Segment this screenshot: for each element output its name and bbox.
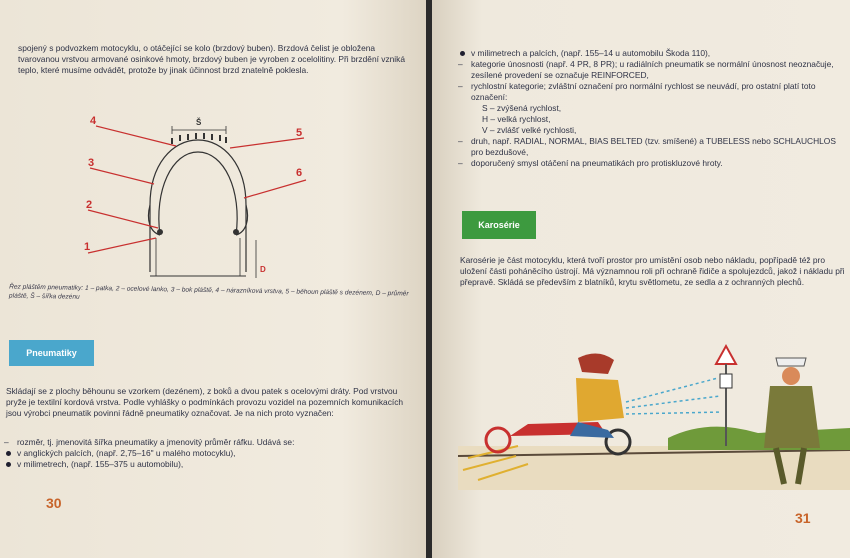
tire-marking-list <box>4 437 406 470</box>
diagram-label-diameter: D <box>260 265 266 274</box>
page-number-left: 30 <box>46 495 62 511</box>
list-subitem: S – zvýšená rychlost, <box>482 103 562 113</box>
list-item: v anglických palcích, (např. 2,75–16" u malého motocyklu), <box>4 448 406 459</box>
tire-cross-section-diagram <box>80 110 320 285</box>
motorcycle-police-illustration <box>458 338 850 490</box>
intro-paragraph: spojený s podvozkem motocyklu, o otáčející se kolo (brzdový buben). Brzdová čelist je obložena tvarovanou vrstvou armované osinkové hmoty, brzdový buben je vyroben z ocelolitiny. Při brzdění vzniká teplo, které musíme odvádět, protože by jinak účinnost brzd znatelně poklesla. <box>18 43 405 75</box>
diagram-label-4: 4 <box>90 115 97 127</box>
diagram-label-5: 5 <box>296 127 303 139</box>
diagram-caption: Řez pláštěm pneumatiky: 1 – patka, 2 – ocelové lanko, 3 – bok pláště, 4 – nárazníková vrstva, 5 – běhoun pláště s dezénem, D – průměr pláště, Š – šířka dezénu <box>8 283 409 301</box>
diagram-label-1: 1 <box>84 241 91 253</box>
list-item: – druh, např. RADIAL, NORMAL, BIAS BELTED (tzv. smíšené) a TUBELESS nebo SCHLAUCHLOS pro bezdušové, <box>458 136 850 158</box>
diagram-label-3: 3 <box>88 157 95 169</box>
list-subitem: H – velká rychlost, <box>482 114 551 124</box>
list-subitem: V – zvlášť velké rychlosti, <box>482 125 577 135</box>
diagram-label-width: Š <box>196 118 202 127</box>
diagram-label-2: 2 <box>86 199 93 211</box>
section-heading-pneumatiky: Pneumatiky <box>9 340 94 366</box>
list-item: v milimetrech, (např. 155–375 u automobilu), <box>4 459 406 470</box>
diagram-label-6: 6 <box>296 167 303 179</box>
section-heading-karoserie: Karosérie <box>462 211 536 239</box>
list-item: – doporučený smysl otáčení na pneumatikách pro protiskluzové hroty. <box>458 158 850 169</box>
list-item: v milimetrech a palcích, (např. 155–14 u automobilu Škoda 110), <box>458 48 850 59</box>
list-item: – rozměr, tj. jmenovitá šířka pneumatiky a jmenovitý průměr ráfku. Udává se: <box>4 437 406 448</box>
tire-marking-list-continued <box>458 48 850 169</box>
list-item: – kategorie únosnosti (např. 4 PR, 8 PR); u radiálních pneumatik se normální únosnost neoznačuje, zesílené provedení se označuje REINFORCED, <box>458 59 850 81</box>
list-item: – rychlostní kategorie; zvláštní označení pro normální rychlost se neuvádí, pro ostatní platí toto označení: <box>458 81 850 103</box>
page-number-right: 31 <box>795 510 811 526</box>
tires-paragraph: Skládají se z plochy běhounu se vzorkem (dezénem), z boků a dvou patek s ocelovými dráty. Pod vrstvou pryže je textilní kordová vrstva. Podle vyhlášky o podmínkách provozu vozidel na pozemních komunikacích jsou výrobci pneumatik povinni řádně pneumatiky označovat. Je na nich proto vyznačen: <box>6 386 404 418</box>
body-paragraph: Karosérie je část motocyklu, která tvoří prostor pro umístění osob nebo nákladu, popřípadě též pro uložení části poháněcího ústrojí. Má významnou roli při ochraně řidiče a spolujezdců, jakož i nákladu při přepravě. Skládá se především z blatníků, krytu světlometu, ze sedla a z ochranných plechů. <box>460 255 845 287</box>
